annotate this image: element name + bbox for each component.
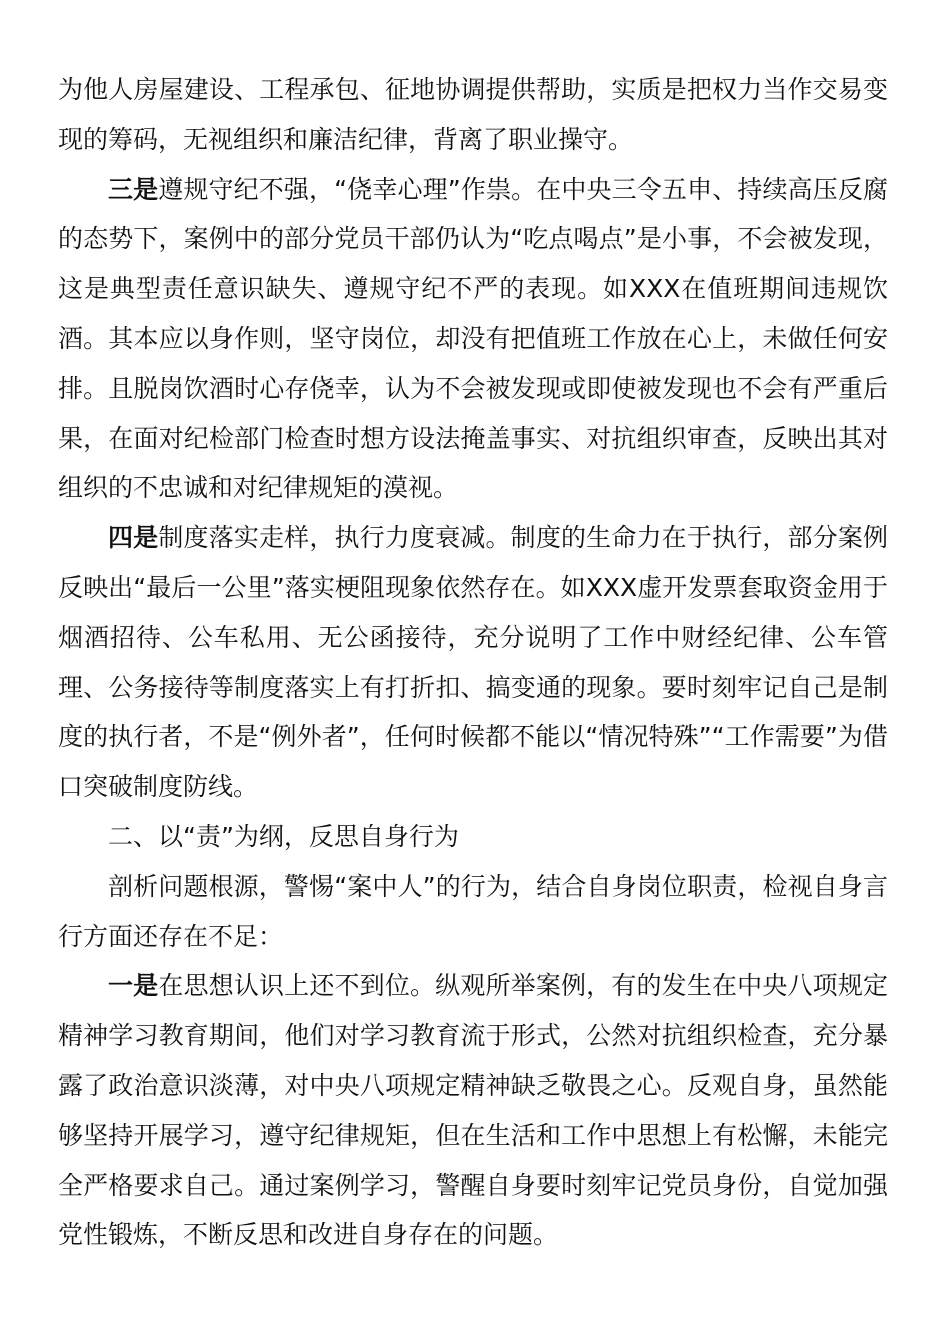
document-page (58, 65, 888, 1260)
section-intro: 剖析问题根源，警惕“案中人”的行为，结合自身岗位职责，检视自身言行方面还存在不足： (58, 871, 888, 951)
paragraph-text: 在思想认识上还不到位。纵观所举案例，有的发生在中央八项规定精神学习教育期间，他们对学习教育流于形式，公然对抗组织检查，充分暴露了政治意识淡薄，对中央八项规定精神缺乏敬畏之心。反观自身，虽然能够坚持开展学习，遵守纪律规矩，但在生活和工作中思想上有松懈，未能完全严格要求自己。通过案例学习，警醒自身要时刻牢记党员身份，自觉加强党性锻炼，不断反思和改进自身存在的问题。 (58, 971, 888, 1250)
paragraph-lead: 一是 (108, 971, 159, 1001)
section-heading: 二、以“责”为纲，反思自身行为 (108, 821, 459, 851)
paragraph-text: 制度落实走样，执行力度衰减。制度的生命力在于执行，部分案例反映出“最后一公里”落实梗阻现象依然存在。如XXX虚开发票套取资金用于烟酒招待、公车私用、无公函接待，充分说明了工作中财经纪律、公车管理、公务接待等制度落实上有打折扣、搞变通的现象。要时刻牢记自己是制度的执行者，不是“例外者”，任何时候都不能以“情况特殊”“工作需要”为借口突破制度防线。 (58, 523, 888, 802)
paragraph-point-one (58, 961, 888, 1260)
paragraph-text: 为他人房屋建设、工程承包、征地协调提供帮助，实质是把权力当作交易变现的筹码，无视组织和廉洁纪律，背离了职业操守。 (58, 75, 888, 154)
paragraph-point-four (58, 513, 888, 812)
paragraph-point-three (58, 165, 888, 514)
paragraph-lead: 四是 (108, 523, 159, 553)
paragraph-text: 遵规守纪不强，“侥幸心理”作祟。在中央三令五申、持续高压反腐的态势下，案例中的部分党员干部仍认为“吃点喝点”是小事，不会被发现，这是典型责任意识缺失、遵规守纪不严的表现。如XXX在值班期间违规饮酒。其本应以身作则，坚守岗位，却没有把值班工作放在心上，未做任何安排。且脱岗饮酒时心存侥幸，认为不会被发现或即使被发现也不会有严重后果，在面对纪检部门检查时想方设法掩盖事实、对抗组织审查，反映出其对组织的不忠诚和对纪律规矩的漠视。 (58, 174, 888, 503)
paragraph-lead: 三是 (108, 174, 159, 204)
paragraph-continuation (58, 65, 888, 165)
